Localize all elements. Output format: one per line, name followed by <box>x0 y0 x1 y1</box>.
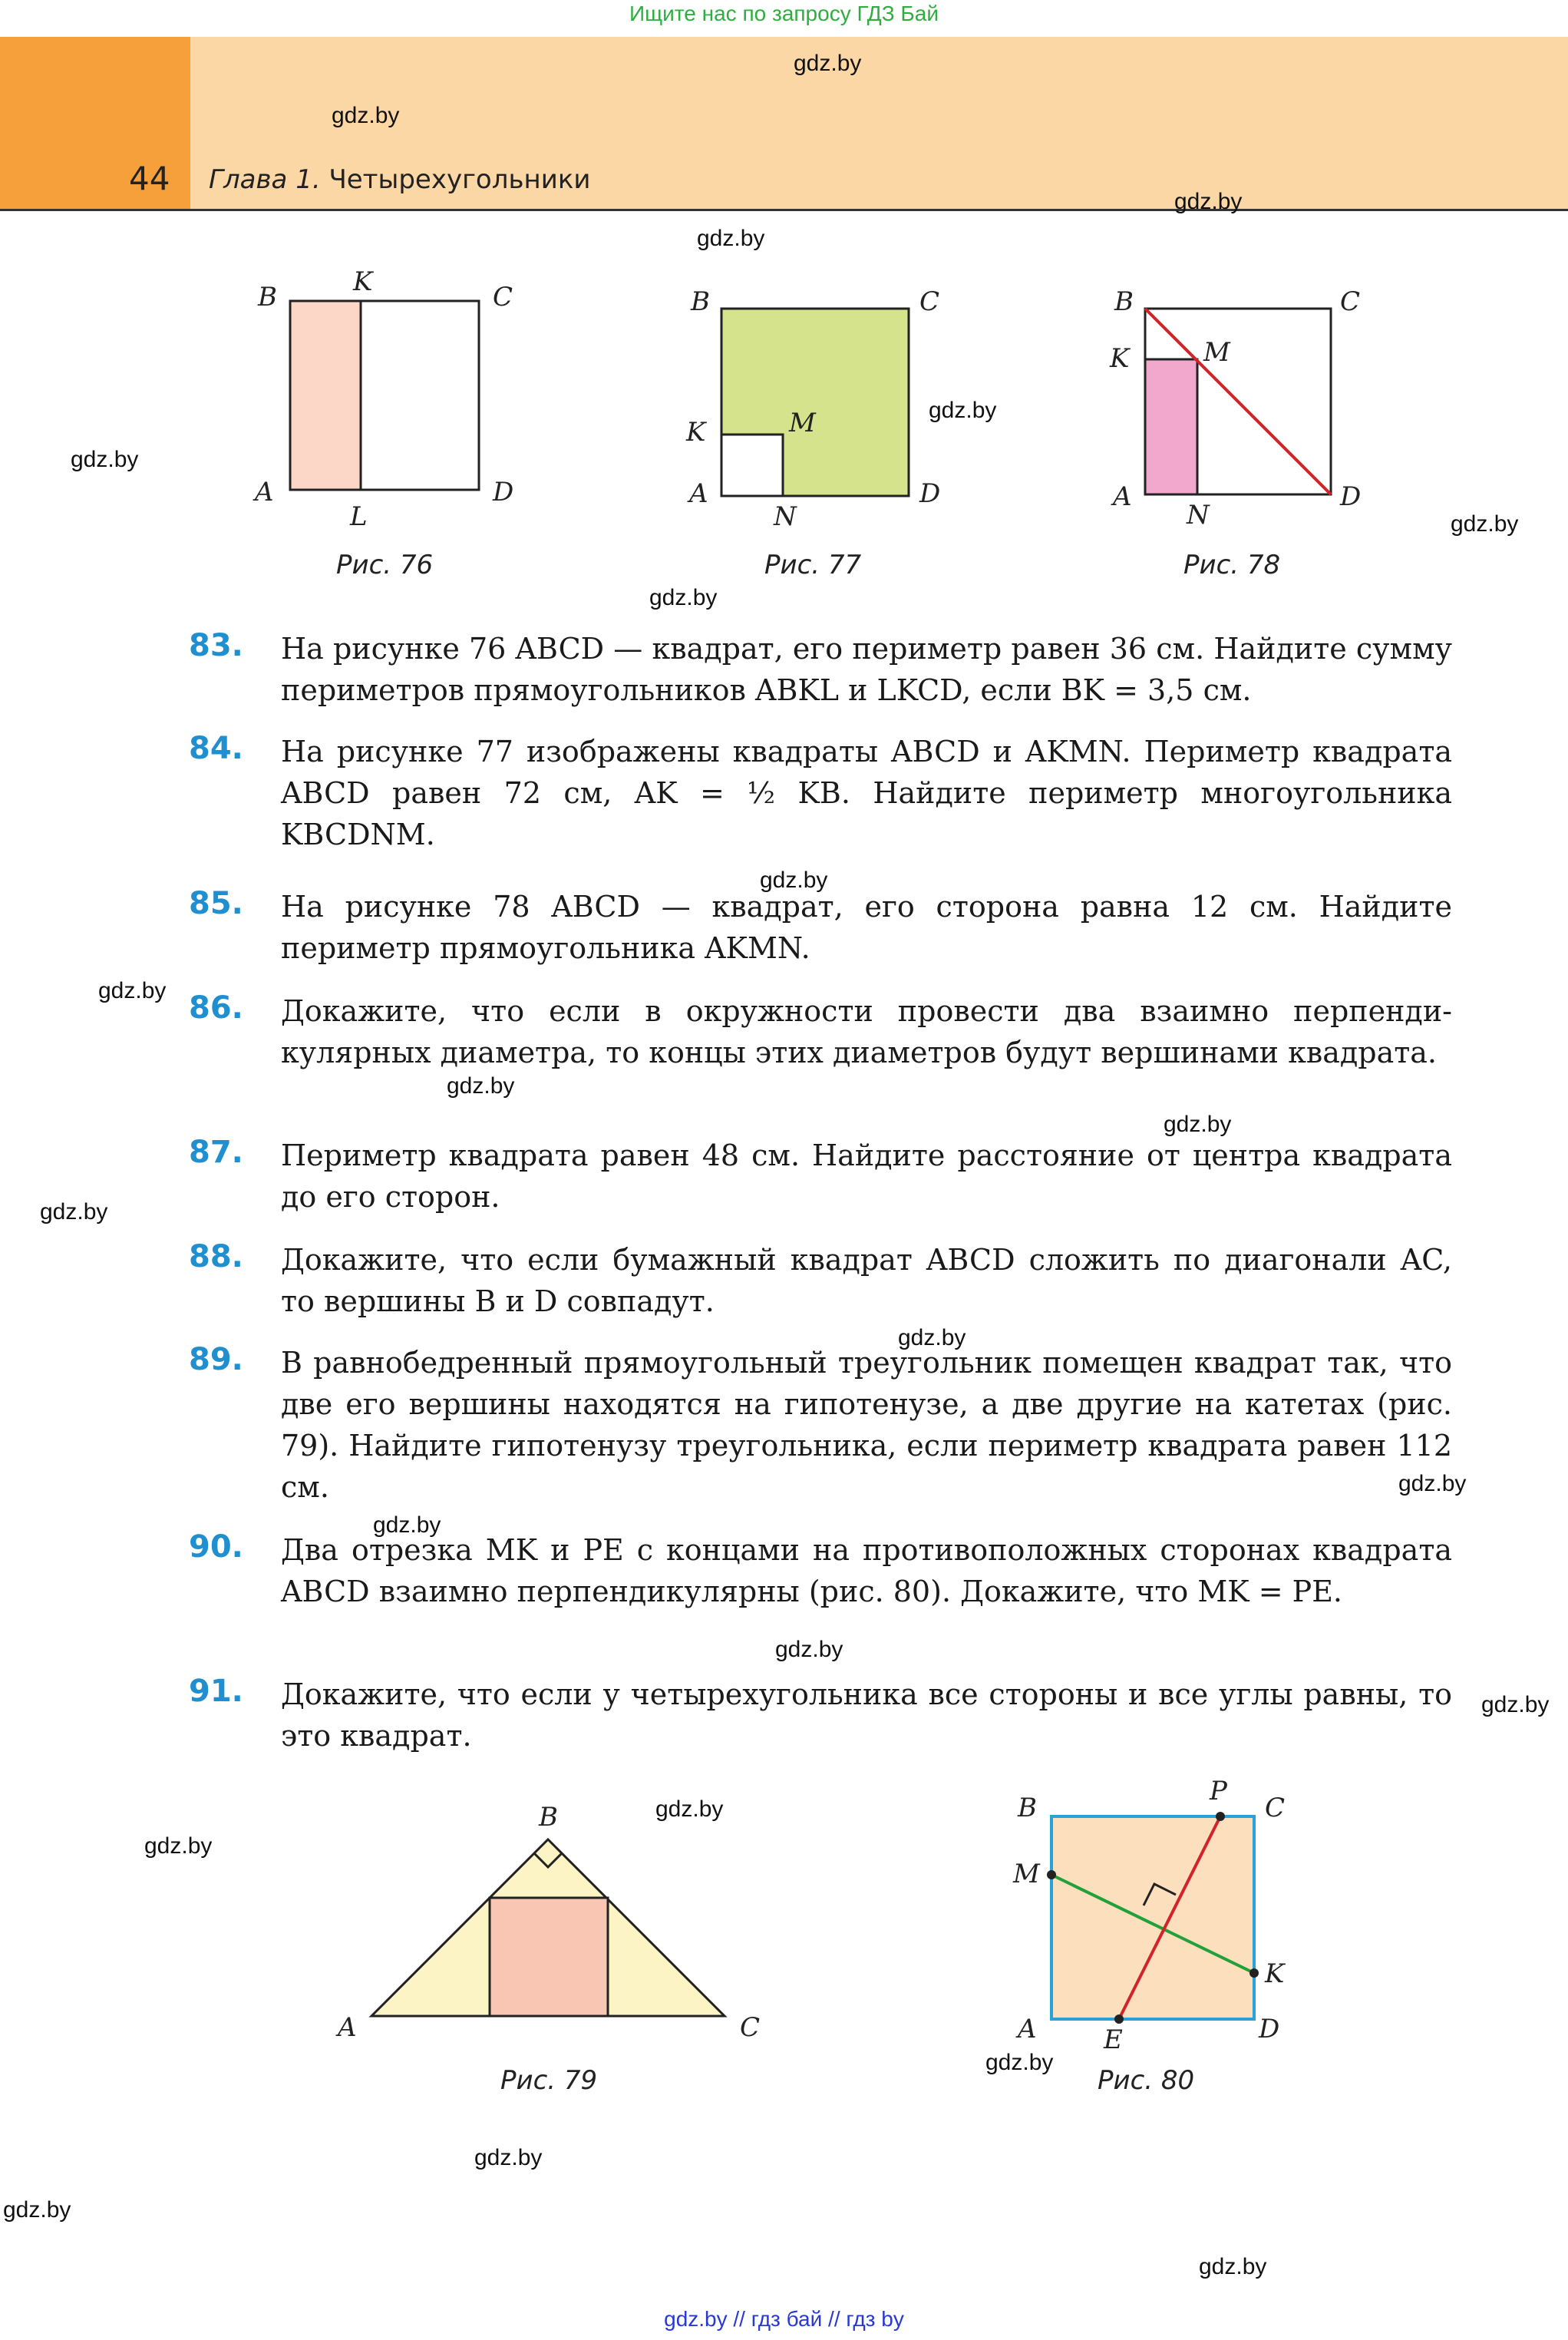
label-k: K <box>353 266 373 297</box>
watermark: gdz.by <box>1451 511 1519 537</box>
watermark: gdz.by <box>760 868 828 893</box>
watermark: gdz.by <box>71 447 139 472</box>
problem-text: В равнобедренный прямоугольный треугольник помещен квадрат так, что две его вершины находятся на гипотенузе, а две другие на катетах (рис. 79). Найдите гипотенузу треугольника, если периметр квадрата равен 112 см. <box>281 1346 1452 1504</box>
problem-83 <box>189 628 1452 711</box>
problem-91 <box>189 1674 1452 1757</box>
rect-akmn <box>1145 359 1197 494</box>
figure-79 <box>322 1789 783 2050</box>
square-abcd <box>1051 1816 1254 2019</box>
label-a: A <box>255 477 274 507</box>
label-k: K <box>686 417 706 448</box>
watermark: gdz.by <box>794 51 862 76</box>
label-c: C <box>919 286 940 317</box>
label-d: D <box>1340 481 1362 512</box>
label-m: M <box>789 408 816 438</box>
watermark: gdz.by <box>649 585 718 610</box>
watermark: gdz.by <box>929 398 997 423</box>
problem-text: Два отрезка MK и PE с концами на противоположных сторонах квадрата ABCD взаимно перпендикулярны (рис. 80). Докажите, что MK = PE. <box>281 1533 1452 1608</box>
caption-fig79: Рис. 79 <box>500 2065 598 2096</box>
label-c: C <box>1265 1793 1286 1823</box>
label-p: P <box>1210 1776 1227 1806</box>
label-b: B <box>539 1802 558 1833</box>
figure-80 <box>990 1766 1312 2073</box>
watermark: gdz.by <box>985 2050 1054 2075</box>
watermark: gdz.by <box>775 1637 843 1662</box>
label-d: D <box>1259 2014 1280 2044</box>
label-c: C <box>493 282 513 312</box>
label-a: A <box>1113 481 1132 512</box>
chapter-label: Глава 1. <box>209 164 321 195</box>
problem-number: 90. <box>189 1529 243 1565</box>
label-m: M <box>1013 1859 1040 1889</box>
chapter-title <box>209 164 590 195</box>
problem-number: 86. <box>189 990 243 1026</box>
square-akmn <box>721 435 783 496</box>
watermark: gdz.by <box>1174 189 1243 214</box>
problem-number: 83. <box>189 628 243 663</box>
caption-fig76: Рис. 76 <box>336 550 434 580</box>
label-c: C <box>1340 286 1361 317</box>
watermark: gdz.by <box>697 226 765 251</box>
figure-76 <box>246 261 537 553</box>
problem-text: Докажите, что если у четырехугольника все стороны и все углы равны, то это квадрат. <box>281 1677 1452 1753</box>
watermark: gdz.by <box>98 978 167 1003</box>
figure-78 <box>1098 261 1389 553</box>
label-b: B <box>1018 1793 1037 1823</box>
label-a: A <box>689 478 708 509</box>
caption-fig77: Рис. 77 <box>764 550 862 580</box>
top-note: Ищите нас по запросу ГДЗ Бай <box>629 2 939 25</box>
problem-85 <box>189 886 1452 969</box>
label-n: N <box>774 501 797 532</box>
header-rule <box>0 209 1568 211</box>
problem-text: На рисунке 76 ABCD — квадрат, его периметр равен 36 см. Найдите сумму периметров прямоугольников ABKL и LKCD, если BK = 3,5 см. <box>281 632 1452 707</box>
watermark: gdz.by <box>1481 1692 1550 1717</box>
label-a: A <box>1018 2014 1037 2044</box>
point-m <box>1047 1870 1056 1879</box>
inscribed-square <box>490 1898 608 2016</box>
label-b: B <box>691 286 710 317</box>
figure-77 <box>675 261 967 553</box>
problem-number: 88. <box>189 1239 243 1274</box>
problem-number: 87. <box>189 1135 243 1170</box>
label-c: C <box>740 2012 761 2043</box>
label-a: A <box>338 2012 357 2043</box>
rect-abkl <box>290 301 361 490</box>
label-m: M <box>1203 337 1230 368</box>
label-k: K <box>1110 343 1130 374</box>
chapter-name: Четырехугольники <box>328 164 591 195</box>
problem-number: 91. <box>189 1674 243 1709</box>
caption-fig80: Рис. 80 <box>1098 2065 1195 2096</box>
label-b: B <box>258 282 277 312</box>
label-k: K <box>1265 1958 1285 1989</box>
problem-text: Периметр квадрата равен 48 см. Найдите расстояние от центра квадрата до его сторон. <box>281 1139 1452 1214</box>
problem-text: На рисунке 77 изображены квадраты ABCD и AKMN. Периметр квадрата ABCD равен 72 см, AK = ½ KB. Найдите периметр многоугольника KBCDNM. <box>281 735 1452 851</box>
point-p <box>1216 1812 1225 1821</box>
point-k <box>1249 1968 1259 1978</box>
watermark: gdz.by <box>1164 1112 1232 1137</box>
label-d: D <box>493 477 514 507</box>
watermark: gdz.by <box>373 1512 441 1538</box>
problem-text: Докажите, что если в окружности провести два взаимно перпендикулярных диаметра, то концы этих диаметров будут вершинами квадрата. <box>281 994 1452 1069</box>
problem-number: 84. <box>189 731 243 766</box>
page-number: 44 <box>129 160 170 197</box>
problem-number: 89. <box>189 1342 243 1377</box>
watermark: gdz.by <box>447 1073 515 1099</box>
problem-88 <box>189 1239 1452 1322</box>
watermark: gdz.by <box>40 1199 108 1225</box>
problem-86 <box>189 990 1452 1073</box>
watermark: gdz.by <box>898 1325 966 1350</box>
watermark: gdz.by <box>144 1833 213 1859</box>
problem-89 <box>189 1342 1452 1508</box>
problem-90 <box>189 1529 1452 1612</box>
problem-87 <box>189 1135 1452 1218</box>
problem-text: На рисунке 78 ABCD — квадрат, его сторона равна 12 см. Найдите периметр прямоугольника AKMN. <box>281 890 1452 965</box>
label-d: D <box>919 478 941 509</box>
point-e <box>1114 2014 1124 2024</box>
watermark: gdz.by <box>1398 1471 1467 1496</box>
watermark: gdz.by <box>655 1796 724 1822</box>
problem-text: Докажите, что если бумажный квадрат ABCD сложить по диагонали AC, то вершины B и D совпадут. <box>281 1243 1452 1318</box>
label-l: L <box>350 501 368 532</box>
watermark: gdz.by <box>332 103 400 128</box>
caption-fig78: Рис. 78 <box>1183 550 1281 580</box>
footer-links: gdz.by // гдз бай // гдз by <box>664 2307 904 2331</box>
label-n: N <box>1187 500 1210 530</box>
problem-number: 85. <box>189 886 243 921</box>
watermark: gdz.by <box>3 2197 71 2223</box>
watermark: gdz.by <box>1199 2254 1267 2279</box>
watermark: gdz.by <box>474 2145 543 2170</box>
label-e: E <box>1104 2024 1123 2055</box>
problem-84 <box>189 731 1452 855</box>
label-b: B <box>1114 286 1134 317</box>
